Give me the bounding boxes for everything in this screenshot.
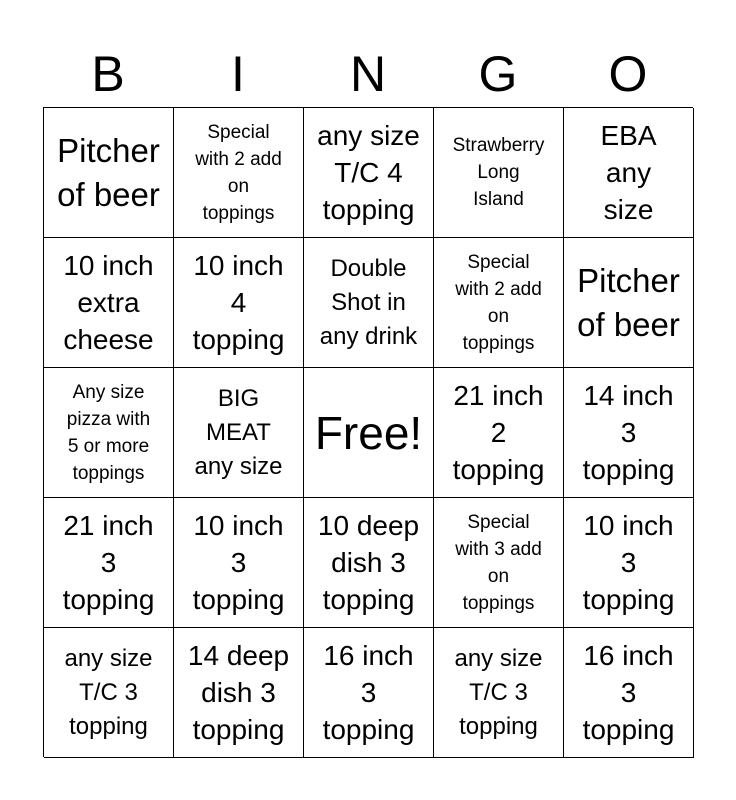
bingo-cell-g4[interactable]: Special with 3 add on toppings bbox=[434, 498, 564, 628]
bingo-cell-n2[interactable]: Double Shot in any drink bbox=[304, 238, 434, 368]
bingo-cell-g5[interactable]: any size T/C 3 topping bbox=[434, 628, 564, 758]
header-letter-o: O bbox=[608, 46, 648, 102]
bingo-cell-b3[interactable]: Any size pizza with 5 or more toppings bbox=[44, 368, 174, 498]
bingo-cell-o1[interactable]: EBA any size bbox=[564, 108, 694, 238]
header-letter-i: I bbox=[231, 46, 245, 102]
bingo-cell-o5[interactable]: 16 inch 3 topping bbox=[564, 628, 694, 758]
bingo-cell-b4[interactable]: 21 inch 3 topping bbox=[44, 498, 174, 628]
bingo-header bbox=[43, 44, 693, 108]
bingo-cell-b5[interactable]: any size T/C 3 topping bbox=[44, 628, 174, 758]
bingo-cell-o4[interactable]: 10 inch 3 topping bbox=[564, 498, 694, 628]
bingo-cell-n5[interactable]: 16 inch 3 topping bbox=[304, 628, 434, 758]
header-letter-n: N bbox=[349, 46, 387, 102]
bingo-cell-g3[interactable]: 21 inch 2 topping bbox=[434, 368, 564, 498]
header-letter-g: G bbox=[478, 46, 518, 102]
bingo-cell-n1[interactable]: any size T/C 4 topping bbox=[304, 108, 434, 238]
bingo-cell-o3[interactable]: 14 inch 3 topping bbox=[564, 368, 694, 498]
bingo-cell-o2[interactable]: Pitcher of beer bbox=[564, 238, 694, 368]
bingo-cell-b1[interactable]: Pitcher of beer bbox=[44, 108, 174, 238]
bingo-board bbox=[43, 107, 693, 757]
bingo-cell-g1[interactable]: Strawberry Long Island bbox=[434, 108, 564, 238]
bingo-cell-b2[interactable]: 10 inch extra cheese bbox=[44, 238, 174, 368]
bingo-cell-i3[interactable]: BIG MEAT any size bbox=[174, 368, 304, 498]
bingo-cell-i2[interactable]: 10 inch 4 topping bbox=[174, 238, 304, 368]
bingo-cell-g2[interactable]: Special with 2 add on toppings bbox=[434, 238, 564, 368]
bingo-cell-n4[interactable]: 10 deep dish 3 topping bbox=[304, 498, 434, 628]
bingo-cell-i4[interactable]: 10 inch 3 topping bbox=[174, 498, 304, 628]
bingo-cell-free[interactable]: Free! bbox=[304, 368, 434, 498]
bingo-cell-i5[interactable]: 14 deep dish 3 topping bbox=[174, 628, 304, 758]
bingo-cell-i1[interactable]: Special with 2 add on toppings bbox=[174, 108, 304, 238]
header-letter-b: B bbox=[91, 46, 125, 102]
